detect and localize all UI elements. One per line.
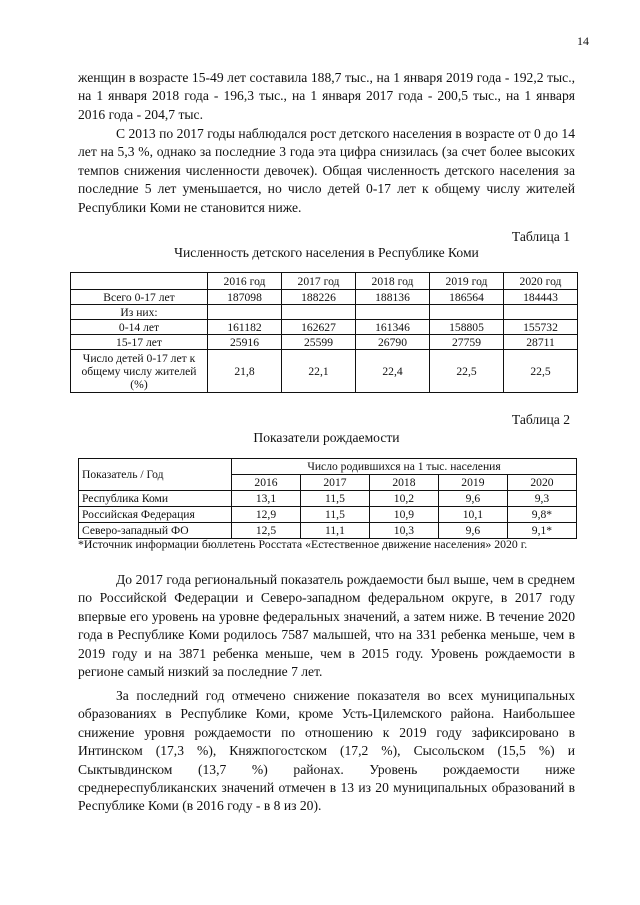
table-cell: 155732 [504,320,578,335]
row-header-cell: Показатель / Год [79,459,232,491]
table-row [71,305,578,320]
table-cell [504,305,578,320]
year-header: 2017 [300,475,369,491]
table-cell [282,305,356,320]
table-cell: 22,1 [282,350,356,393]
table-2-number: Таблица 2 [511,412,570,427]
table-cell: 22,4 [356,350,430,393]
year-header: 2020 год [504,273,578,290]
table-row [71,320,578,335]
table-cell: 184443 [504,290,578,305]
group-header-cell: Число родившихся на 1 тыс. населения [232,459,577,475]
table-header-row [79,459,577,475]
table-row [71,335,578,350]
row-label: Всего 0-17 лет [71,290,208,305]
table-cell: 9,3 [507,491,576,507]
year-header: 2018 [369,475,438,491]
table-header-row [71,273,578,290]
table-row [71,350,578,393]
table-1-number: Таблица 1 [511,229,570,244]
paragraph-1: женщин в возрасте 15-49 лет составила 188,7 тыс., на 1 января 2019 года - 192,2 тыс., на 1 января 2018 года - 196,3 тыс., на 1 января 2017 года - 200,5 тыс., на 1 января 2016 года - 204,7 тыс. [78,70,575,122]
table-cell: 9,6 [438,491,507,507]
table-row [71,290,578,305]
paragraph-3: До 2017 года региональный показатель рождаемости был выше, чем в среднем по Российской Федерации и Северо-западном федеральном округе, в 2017 году впервые его уровень на уровне федеральных значений, а затем ниже. В течение 2020 года в Республике Коми родилось 7587 малышей, что на 331 ребенка меньше, чем в 2019 году и на 3871 ребенка меньше, чем в 2015 году. Уровень рождаемости в регионе самый низкий за последние 7 лет. [78,572,575,680]
table-cell: 188136 [356,290,430,305]
children-population-table [70,272,578,393]
row-label: Республика Коми [79,491,232,507]
table-cell: 25916 [208,335,282,350]
year-header: 2019 [438,475,507,491]
year-header: 2016 [232,475,301,491]
table-cell: 21,8 [208,350,282,393]
row-label: Число детей 0-17 лет к общему числу жителей (%) [71,350,208,393]
table-cell: 22,5 [430,350,504,393]
table-cell: 10,1 [438,507,507,523]
table-cell: 9,6 [438,523,507,539]
table-cell: 11,5 [300,491,369,507]
table-cell [430,305,504,320]
table-cell: 158805 [430,320,504,335]
page-number: 14 [577,34,589,48]
table-cell: 187098 [208,290,282,305]
table-cell: 12,5 [232,523,301,539]
table-cell: 22,5 [504,350,578,393]
table-cell: 161182 [208,320,282,335]
table-cell: 11,1 [300,523,369,539]
table-cell: 9,8* [507,507,576,523]
birth-rate-table [78,458,577,539]
table-cell: 28711 [504,335,578,350]
year-header: 2018 год [356,273,430,290]
table-cell: 162627 [282,320,356,335]
table-cell: 161346 [356,320,430,335]
table-corner-cell [71,273,208,290]
table-1-title: Численность детского населения в Республике Коми [174,245,479,260]
row-label: 0-14 лет [71,320,208,335]
table-cell: 10,3 [369,523,438,539]
row-label: 15-17 лет [71,335,208,350]
year-header: 2019 год [430,273,504,290]
paragraph-4: За последний год отмечено снижение показателя во всех муниципальных образованиях в Республике Коми, кроме Усть-Цилемского района. Наибольшее снижение уровня рождаемости по отношению к 2019 году зафиксировано в Интинском (17,3 %), Княжпогостском (17,2 %), Сысольском (15,5 %) и Сыктывдинском (13,7 %) районах. Уровень рождаемости ниже среднереспубликанских значений отмечен в 13 из 20 муниципальных образований в Республике Коми (в 2016 году - в 8 из 20). [78,688,575,814]
table-cell: 13,1 [232,491,301,507]
table-2-footnote: *Источник информации бюллетень Росстата «Естественное движение населения» 2020 г. [78,537,528,551]
table-cell: 10,9 [369,507,438,523]
table-cell: 27759 [430,335,504,350]
table-row [79,491,577,507]
table-cell: 186564 [430,290,504,305]
row-label: Российская Федерация [79,507,232,523]
table-cell: 11,5 [300,507,369,523]
year-header: 2020 [507,475,576,491]
year-header: 2016 год [208,273,282,290]
table-2-title: Показатели рождаемости [253,430,400,445]
table-cell: 9,1* [507,523,576,539]
table-cell: 12,9 [232,507,301,523]
table-cell [208,305,282,320]
year-header: 2017 год [282,273,356,290]
table-cell: 26790 [356,335,430,350]
table-cell [356,305,430,320]
row-label: Из них: [71,305,208,320]
table-cell: 188226 [282,290,356,305]
paragraph-2: С 2013 по 2017 годы наблюдался рост детского населения в возрасте от 0 до 14 лет на 5,3 %, однако за последние 3 года эта цифра снизилась (за счет более высоких темпов снижения численности девочек). Общая численность детского населения за последние 5 лет уменьшается, но число детей 0-17 лет к общему числу жителей Республики Коми не становится ниже. [78,126,575,215]
table-cell: 25599 [282,335,356,350]
table-cell: 10,2 [369,491,438,507]
table-row [79,507,577,523]
row-label: Северо-западный ФО [79,523,232,539]
